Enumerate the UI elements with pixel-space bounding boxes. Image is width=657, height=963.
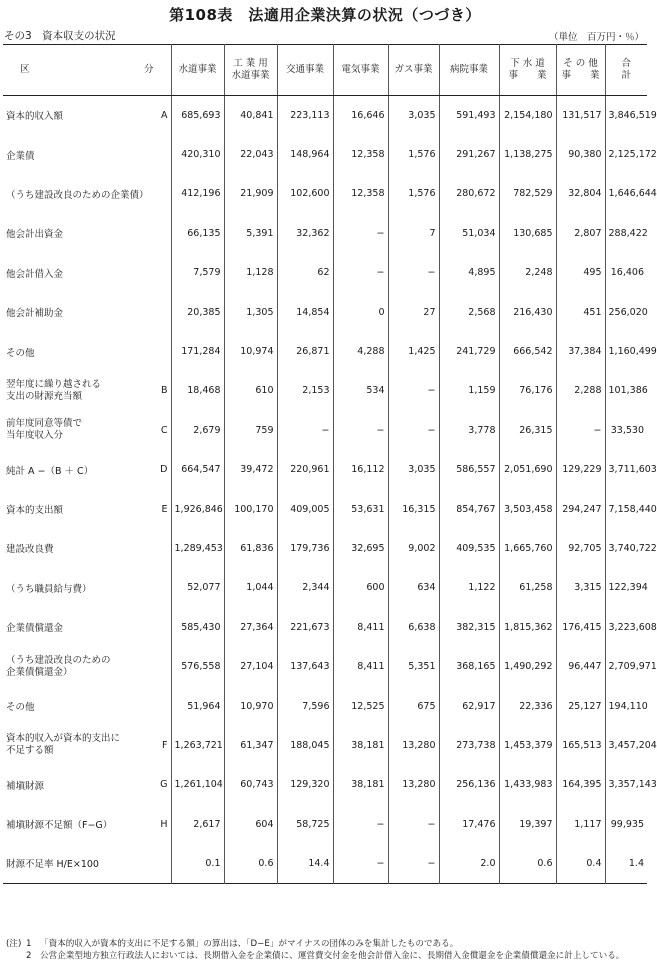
table-row xyxy=(3,96,647,135)
value-cell: 3,778 xyxy=(439,411,499,450)
row-key: B xyxy=(160,385,168,397)
value-cell: 3,846,519 xyxy=(605,96,647,135)
value-cell: 164,395 xyxy=(556,765,605,804)
row-label-cell xyxy=(3,292,171,331)
value-cell: 99,935 xyxy=(605,805,647,844)
value-cell: 13,280 xyxy=(388,765,439,804)
row-label: その他 xyxy=(6,702,35,714)
header-col xyxy=(499,45,556,96)
row-key: E xyxy=(161,503,168,515)
row-label-cell xyxy=(3,174,171,213)
value-cell: − xyxy=(388,253,439,292)
value-cell: 51,034 xyxy=(439,214,499,253)
value-cell: 2,344 xyxy=(277,568,333,607)
row-label-cell xyxy=(3,450,171,489)
header-col-line1: 病院事業 xyxy=(449,64,488,75)
value-cell: 129,229 xyxy=(556,450,605,489)
table-title: 第108表 法適用企業決算の状況（つづき） xyxy=(169,6,481,24)
row-label-cell xyxy=(3,608,171,647)
table-row xyxy=(3,726,647,765)
row-key: D xyxy=(160,464,168,476)
value-cell: 2,248 xyxy=(499,253,556,292)
value-cell: 256,020 xyxy=(605,292,647,331)
value-cell: 9,002 xyxy=(388,529,439,568)
value-cell: 2,807 xyxy=(556,214,605,253)
value-cell: 604 xyxy=(224,805,277,844)
value-cell: 0.6 xyxy=(499,844,556,883)
value-cell: 52,077 xyxy=(171,568,224,607)
row-label: 他会計補助金 xyxy=(6,308,64,320)
value-cell: − xyxy=(333,411,388,450)
header-col xyxy=(333,45,388,96)
value-cell: 40,841 xyxy=(224,96,277,135)
value-cell: 288,422 xyxy=(605,214,647,253)
value-cell: 76,176 xyxy=(499,371,556,410)
value-cell: 131,517 xyxy=(556,96,605,135)
value-cell: 1,117 xyxy=(556,805,605,844)
value-cell: 1,433,983 xyxy=(499,765,556,804)
value-cell: 8,411 xyxy=(333,647,388,686)
value-cell: 1,815,362 xyxy=(499,608,556,647)
value-cell: 37,384 xyxy=(556,332,605,371)
unit-label: （単位 百万円・％） xyxy=(548,32,644,43)
row-label: 補塡財源 xyxy=(6,780,45,792)
value-cell: 12,525 xyxy=(333,686,388,725)
value-cell: 2,154,180 xyxy=(499,96,556,135)
value-cell: 96,447 xyxy=(556,647,605,686)
row-key: H xyxy=(160,818,168,830)
value-cell: 13,280 xyxy=(388,726,439,765)
value-cell: − xyxy=(388,371,439,410)
header-col xyxy=(224,45,277,96)
value-cell: 62,917 xyxy=(439,686,499,725)
value-cell: 130,685 xyxy=(499,214,556,253)
footnote-2 xyxy=(6,950,624,962)
value-cell: 3,711,603 xyxy=(605,450,647,489)
table-row xyxy=(3,332,647,371)
header-col-line2: 事 業 xyxy=(561,70,600,81)
value-cell: 2,288 xyxy=(556,371,605,410)
value-cell: 675 xyxy=(388,686,439,725)
value-cell: 20,385 xyxy=(171,292,224,331)
row-label: 他会計借入金 xyxy=(6,268,64,280)
value-cell: 17,476 xyxy=(439,805,499,844)
row-label: （うち建設改良のための xyxy=(6,654,111,666)
value-cell: 610 xyxy=(224,371,277,410)
value-cell: 8,411 xyxy=(333,608,388,647)
header-col xyxy=(556,45,605,96)
value-cell: 194,110 xyxy=(605,686,647,725)
value-cell: 241,729 xyxy=(439,332,499,371)
value-cell: 102,600 xyxy=(277,174,333,213)
row-label-line2: 企業債償還金） xyxy=(6,666,73,678)
row-label-line2: 支出の財源充当額 xyxy=(6,390,83,402)
value-cell: 759 xyxy=(224,411,277,450)
row-label-cell xyxy=(3,411,171,450)
value-cell: 2,568 xyxy=(439,292,499,331)
value-cell: 685,693 xyxy=(171,96,224,135)
table-row xyxy=(3,371,647,410)
row-label: （うち職員給与費） xyxy=(6,583,92,595)
value-cell: 221,673 xyxy=(277,608,333,647)
value-cell: 664,547 xyxy=(171,450,224,489)
row-label-cell xyxy=(3,214,171,253)
value-cell: 101,386 xyxy=(605,371,647,410)
table-row xyxy=(3,135,647,174)
value-cell: − xyxy=(388,844,439,883)
value-cell: 666,542 xyxy=(499,332,556,371)
row-label-cell xyxy=(3,489,171,528)
value-cell: 38,181 xyxy=(333,726,388,765)
value-cell: 62 xyxy=(277,253,333,292)
header-ku: 区 xyxy=(20,64,30,75)
footnotes xyxy=(6,938,624,962)
row-label-cell xyxy=(3,805,171,844)
table-row xyxy=(3,214,647,253)
value-cell: − xyxy=(333,805,388,844)
table-subtitle: その3 資本収支の状況 xyxy=(4,30,116,42)
row-label-cell xyxy=(3,647,171,686)
row-label: 補塡財源不足額（F−G） xyxy=(6,820,113,832)
value-cell: 14,854 xyxy=(277,292,333,331)
table-row xyxy=(3,686,647,725)
header-col xyxy=(605,45,651,96)
header-col-line1: 水道事業 xyxy=(178,64,217,75)
value-cell: 534 xyxy=(333,371,388,410)
row-label: 資本的支出額 xyxy=(6,505,64,517)
value-cell: 7,579 xyxy=(171,253,224,292)
value-cell: 53,631 xyxy=(333,489,388,528)
value-cell: 171,284 xyxy=(171,332,224,371)
row-label-cell xyxy=(3,844,171,883)
value-cell: 1,138,275 xyxy=(499,135,556,174)
row-key: G xyxy=(160,779,168,791)
value-cell: 0.6 xyxy=(224,844,277,883)
header-col-line1: ガス事業 xyxy=(394,64,433,75)
value-cell: 3,740,722 xyxy=(605,529,647,568)
table-row xyxy=(3,411,647,450)
header-col xyxy=(171,45,224,96)
table-row xyxy=(3,568,647,607)
header-col-line1: 交通事業 xyxy=(285,64,324,75)
value-cell: 27 xyxy=(388,292,439,331)
value-cell: 19,397 xyxy=(499,805,556,844)
row-key: A xyxy=(161,109,168,121)
value-cell: − xyxy=(333,253,388,292)
header-col xyxy=(388,45,439,96)
value-cell: 61,258 xyxy=(499,568,556,607)
value-cell: 7,596 xyxy=(277,686,333,725)
header-col xyxy=(439,45,499,96)
value-cell: 5,391 xyxy=(224,214,277,253)
value-cell: 12,358 xyxy=(333,174,388,213)
row-label: 資本的収入額 xyxy=(6,111,64,123)
table-row xyxy=(3,489,647,528)
row-label-line2: 不足する額 xyxy=(6,745,54,757)
row-label-cell xyxy=(3,568,171,607)
value-cell: 2,679 xyxy=(171,411,224,450)
value-cell: 586,557 xyxy=(439,450,499,489)
value-cell: 2,051,690 xyxy=(499,450,556,489)
table-row xyxy=(3,844,647,883)
footnote-lead: (注) xyxy=(6,939,22,949)
value-cell: 33,530 xyxy=(605,411,647,450)
value-cell: 92,705 xyxy=(556,529,605,568)
row-label: 企業債償還金 xyxy=(6,623,64,635)
value-cell: 129,320 xyxy=(277,765,333,804)
value-cell: − xyxy=(388,411,439,450)
value-cell: 100,170 xyxy=(224,489,277,528)
value-cell: 634 xyxy=(388,568,439,607)
header-col-line1: 下 水 道 xyxy=(510,58,545,69)
value-cell: 14.4 xyxy=(277,844,333,883)
value-cell: − xyxy=(556,411,605,450)
header-col-line1: そ の 他 xyxy=(563,58,598,69)
header-bun: 分 xyxy=(143,64,154,75)
value-cell: 3,035 xyxy=(388,450,439,489)
value-cell: 12,358 xyxy=(333,135,388,174)
header-col-line2: 水道事業 xyxy=(231,70,270,81)
table-row xyxy=(3,174,647,213)
value-cell: 600 xyxy=(333,568,388,607)
row-label: 他会計出資金 xyxy=(6,229,64,241)
value-cell: 256,136 xyxy=(439,765,499,804)
value-cell: 1,576 xyxy=(388,135,439,174)
value-cell: 3,503,458 xyxy=(499,489,556,528)
value-cell: 1,263,721 xyxy=(171,726,224,765)
value-cell: 148,964 xyxy=(277,135,333,174)
value-cell: 3,315 xyxy=(556,568,605,607)
value-cell: 585,430 xyxy=(171,608,224,647)
value-cell: 1,490,292 xyxy=(499,647,556,686)
value-cell: 1,926,846 xyxy=(171,489,224,528)
value-cell: 26,315 xyxy=(499,411,556,450)
row-label: 企業債 xyxy=(6,150,35,162)
value-cell: 576,558 xyxy=(171,647,224,686)
value-cell: 1,646,644 xyxy=(605,174,647,213)
row-label: 資本的収入が資本的支出に xyxy=(6,733,121,745)
value-cell: 179,736 xyxy=(277,529,333,568)
row-label-cell xyxy=(3,765,171,804)
value-cell: 61,836 xyxy=(224,529,277,568)
value-cell: 60,743 xyxy=(224,765,277,804)
table-row xyxy=(3,608,647,647)
row-label-cell xyxy=(3,253,171,292)
row-label-cell xyxy=(3,686,171,725)
value-cell: 122,394 xyxy=(605,568,647,607)
value-cell: 22,043 xyxy=(224,135,277,174)
footnote-number: 1 xyxy=(26,939,32,949)
value-cell: 420,310 xyxy=(171,135,224,174)
value-cell: 1,453,379 xyxy=(499,726,556,765)
value-cell: 16,646 xyxy=(333,96,388,135)
value-cell: 6,638 xyxy=(388,608,439,647)
row-label-cell xyxy=(3,332,171,371)
value-cell: 0.4 xyxy=(556,844,605,883)
header-row xyxy=(3,45,647,96)
value-cell: 1,576 xyxy=(388,174,439,213)
value-cell: 39,472 xyxy=(224,450,277,489)
value-cell: 1.4 xyxy=(605,844,647,883)
value-cell: 1,665,760 xyxy=(499,529,556,568)
row-label: （うち建設改良のための企業債） xyxy=(6,189,149,201)
value-cell: 409,005 xyxy=(277,489,333,528)
value-cell: 165,513 xyxy=(556,726,605,765)
value-cell: 1,159 xyxy=(439,371,499,410)
table-row xyxy=(3,647,647,686)
value-cell: 7,158,440 xyxy=(605,489,647,528)
value-cell: 58,725 xyxy=(277,805,333,844)
value-cell: 368,165 xyxy=(439,647,499,686)
value-cell: 1,425 xyxy=(388,332,439,371)
value-cell: − xyxy=(277,411,333,450)
row-key: F xyxy=(162,739,168,751)
value-cell: 412,196 xyxy=(171,174,224,213)
value-cell: 216,430 xyxy=(499,292,556,331)
value-cell: 16,315 xyxy=(388,489,439,528)
header-col-line1: 電気事業 xyxy=(341,64,380,75)
value-cell: 1,122 xyxy=(439,568,499,607)
row-label: 純計 A −（B ＋ C） xyxy=(6,465,94,477)
row-label-line2: 当年度収入分 xyxy=(6,430,64,442)
value-cell: 220,961 xyxy=(277,450,333,489)
value-cell: 2,709,971 xyxy=(605,647,647,686)
header-col-line1: 工 業 用 xyxy=(233,58,268,69)
footnote-text: 公営企業型地方独立行政法人においては、長期借入金を企業債に、運営費交付金を他会計借入金に、長期借入金償還金を企業債償還金に計上している。 xyxy=(40,951,625,961)
value-cell: 451 xyxy=(556,292,605,331)
value-cell: 4,895 xyxy=(439,253,499,292)
row-label-cell xyxy=(3,96,171,135)
value-cell: 16,112 xyxy=(333,450,388,489)
row-label: 前年度同意等債で xyxy=(6,418,83,430)
header-col-line1: 合 計 xyxy=(621,58,651,81)
value-cell: 782,529 xyxy=(499,174,556,213)
value-cell: 61,347 xyxy=(224,726,277,765)
value-cell: 2,617 xyxy=(171,805,224,844)
value-cell: 32,804 xyxy=(556,174,605,213)
value-cell: 1,160,499 xyxy=(605,332,647,371)
table-row xyxy=(3,450,647,489)
value-cell: 27,364 xyxy=(224,608,277,647)
value-cell: 22,336 xyxy=(499,686,556,725)
value-cell: 2,153 xyxy=(277,371,333,410)
value-cell: 854,767 xyxy=(439,489,499,528)
value-cell: 3,035 xyxy=(388,96,439,135)
table-header xyxy=(3,45,651,96)
value-cell: 3,223,608 xyxy=(605,608,647,647)
row-label: 財源不足率 H/E×100 xyxy=(6,859,99,871)
table-row xyxy=(3,765,647,804)
value-cell: 7 xyxy=(388,214,439,253)
value-cell: 66,135 xyxy=(171,214,224,253)
value-cell: 4,288 xyxy=(333,332,388,371)
value-cell: 1,128 xyxy=(224,253,277,292)
value-cell: 0.1 xyxy=(171,844,224,883)
value-cell: 2.0 xyxy=(439,844,499,883)
value-cell: − xyxy=(388,805,439,844)
value-cell: − xyxy=(333,844,388,883)
value-cell: 16,406 xyxy=(605,253,647,292)
value-cell: 409,535 xyxy=(439,529,499,568)
header-col-line2: 事 業 xyxy=(508,70,547,81)
value-cell: 1,305 xyxy=(224,292,277,331)
value-cell: 5,351 xyxy=(388,647,439,686)
header-col xyxy=(277,45,333,96)
value-cell: 0 xyxy=(333,292,388,331)
table-row xyxy=(3,253,647,292)
value-cell: 32,695 xyxy=(333,529,388,568)
value-cell: 38,181 xyxy=(333,765,388,804)
row-key: C xyxy=(160,424,168,436)
value-cell: 280,672 xyxy=(439,174,499,213)
value-cell: 223,113 xyxy=(277,96,333,135)
row-label-cell xyxy=(3,371,171,410)
value-cell: 21,909 xyxy=(224,174,277,213)
value-cell: 294,247 xyxy=(556,489,605,528)
value-cell: 18,468 xyxy=(171,371,224,410)
value-cell: 90,380 xyxy=(556,135,605,174)
footnote-number: 2 xyxy=(26,951,32,961)
row-label: 翌年度に繰り越される xyxy=(6,378,102,390)
value-cell: 2,125,172 xyxy=(605,135,647,174)
value-cell: 27,104 xyxy=(224,647,277,686)
value-cell: 495 xyxy=(556,253,605,292)
footnote-1 xyxy=(6,938,624,950)
value-cell: 137,643 xyxy=(277,647,333,686)
value-cell: 10,970 xyxy=(224,686,277,725)
value-cell: 291,267 xyxy=(439,135,499,174)
value-cell: 3,357,143 xyxy=(605,765,647,804)
value-cell: 10,974 xyxy=(224,332,277,371)
value-cell: 1,261,104 xyxy=(171,765,224,804)
row-label: 建設改良費 xyxy=(6,544,54,556)
value-cell: 591,493 xyxy=(439,96,499,135)
header-category xyxy=(3,45,171,96)
value-cell: 1,044 xyxy=(224,568,277,607)
value-cell: 51,964 xyxy=(171,686,224,725)
value-cell: 382,315 xyxy=(439,608,499,647)
value-cell: 1,289,453 xyxy=(171,529,224,568)
value-cell: 32,362 xyxy=(277,214,333,253)
table-row xyxy=(3,805,647,844)
row-label-cell xyxy=(3,726,171,765)
table-row xyxy=(3,292,647,331)
row-label: その他 xyxy=(6,347,35,359)
value-cell: 3,457,204 xyxy=(605,726,647,765)
table-row xyxy=(3,529,647,568)
value-cell: 176,415 xyxy=(556,608,605,647)
value-cell: 25,127 xyxy=(556,686,605,725)
row-label-cell xyxy=(3,529,171,568)
value-cell: 273,738 xyxy=(439,726,499,765)
capital-balance-table xyxy=(3,44,657,884)
table-body xyxy=(3,96,657,884)
value-cell: 26,871 xyxy=(277,332,333,371)
value-cell: − xyxy=(333,214,388,253)
value-cell: 188,045 xyxy=(277,726,333,765)
row-label-cell xyxy=(3,135,171,174)
footnote-text: 「資本的収入が資本的支出に不足する額」の算出は、「D−E」がマイナスの団体のみを集計したものである。 xyxy=(40,939,459,949)
